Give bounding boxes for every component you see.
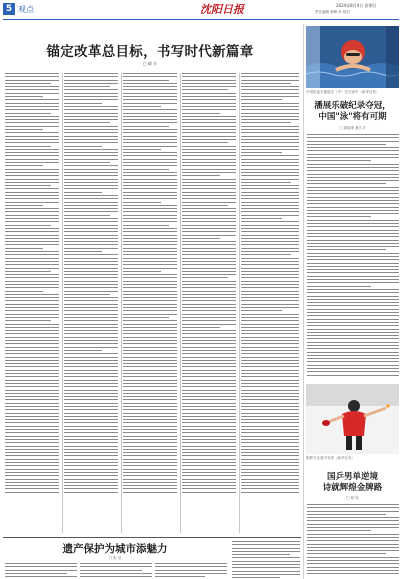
header-rule (3, 19, 399, 20)
issue-date: 2024年8月4日 星期日 (336, 3, 377, 8)
swimmer-illustration (306, 26, 399, 88)
article-column-3 (123, 73, 177, 533)
page-header (0, 0, 402, 22)
right-column-divider (303, 24, 304, 579)
table-tennis-headline-line1: 国乒男单逆境 (326, 472, 378, 482)
table-tennis-illustration (306, 384, 399, 454)
swimming-byline: □ 黄振坤 夏江平 (339, 126, 366, 130)
heritage-column-3 (155, 563, 227, 579)
column-divider (239, 73, 240, 533)
heritage-column-2 (80, 563, 152, 579)
table-tennis-headline-line2: 诗就辉煌金牌路 (322, 483, 383, 493)
swimming-article-body (307, 134, 399, 378)
editors-line: 责任编辑 张峰 孙 校对 (315, 10, 350, 14)
heritage-byline: □ 张 莹 (108, 556, 122, 560)
table-tennis-article-body (307, 504, 399, 576)
swimming-headline-line1: 潘展乐破纪录夺冠， (314, 101, 391, 111)
column-divider (180, 73, 181, 533)
main-byline: □ 臧 辛 (142, 61, 158, 66)
main-headline: 锚定改革总目标，书写时代新篇章 (46, 44, 254, 60)
table-tennis-headline (306, 472, 399, 494)
heritage-column-4 (232, 541, 300, 579)
article-column-2 (64, 73, 118, 533)
heritage-column-1 (5, 563, 77, 579)
section-name: 观点 (18, 5, 34, 14)
swimming-photo (306, 26, 399, 88)
swimming-photo-caption: 中国队选手潘展乐（中）在比赛中（新华社发） (306, 90, 380, 94)
column-divider (121, 73, 122, 533)
newspaper-logo: 沈阳日报 (200, 3, 244, 16)
article-column-1 (5, 73, 59, 533)
column-divider (62, 73, 63, 533)
swimming-headline-line2: 中国"泳"将有可期 (318, 112, 387, 122)
bottom-article-rule (3, 537, 301, 538)
table-tennis-photo-caption: 陈梦在比赛中发球（新华社发） (306, 456, 355, 460)
table-tennis-byline: □ 相 钰 (346, 496, 359, 500)
swimming-headline (306, 101, 399, 123)
heritage-headline: 遗产保护为城市添魅力 (62, 543, 168, 555)
article-column-4 (182, 73, 236, 533)
article-column-5 (241, 73, 299, 533)
page-number-badge: 5 (3, 3, 15, 15)
table-tennis-photo (306, 384, 399, 454)
